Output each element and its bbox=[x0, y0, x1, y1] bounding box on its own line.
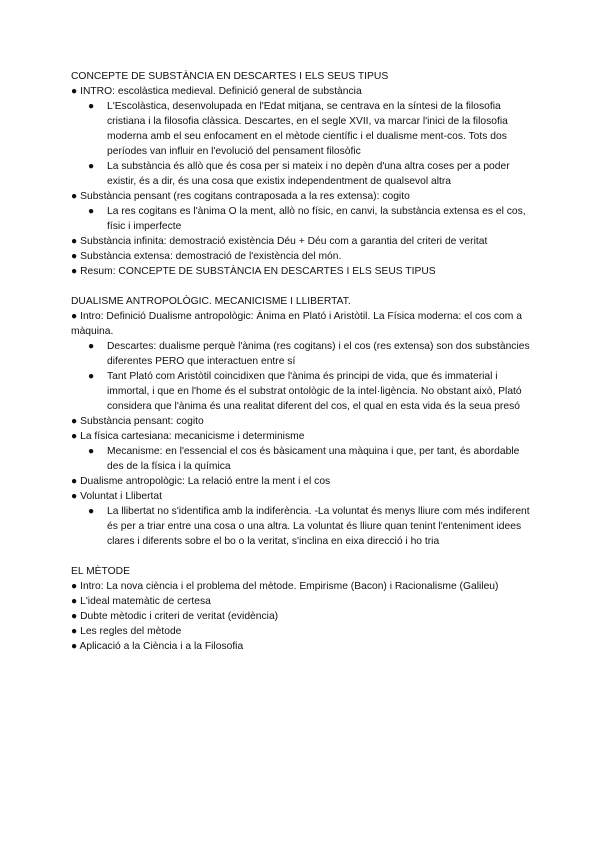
list-item bbox=[71, 489, 533, 504]
sub-list-item bbox=[71, 159, 533, 189]
sub-list-item bbox=[71, 99, 533, 159]
list-item bbox=[71, 639, 533, 654]
bullet-icon: ● bbox=[71, 416, 81, 427]
list-item bbox=[71, 234, 533, 249]
bullet-icon: ● bbox=[71, 596, 81, 607]
section-heading: CONCEPTE DE SUBSTÀNCIA EN DESCARTES I ELS SEUS TIPUS bbox=[71, 71, 389, 82]
sub-list-item-text: Mecanisme: en l'essencial el cos és bàsicament una màquina i que, per tant, és abordable des de la física i la química bbox=[107, 446, 520, 472]
bullet-icon: ● bbox=[71, 611, 81, 622]
sub-list-item bbox=[71, 444, 533, 474]
list-item bbox=[71, 414, 533, 429]
sub-list-item-text: La llibertat no s'identifica amb la indiferència. -La voluntat és menys lliure com més indiferent és per a triar entre una cosa o una altra. La voluntat és lliure quan tenint l'enteniment idees clares i diferents sobre el bo o la veritat, s'inclina en eixa direcció i ho tria bbox=[107, 506, 530, 547]
bullet-icon: ● bbox=[71, 626, 81, 637]
list-item bbox=[71, 264, 533, 279]
bullet-icon: ● bbox=[71, 491, 81, 502]
sub-list-item-text: L'Escolàstica, desenvolupada en l'Edat mitjana, se centrava en la síntesi de la filosofia cristiana i la filosofia clàssica. Descartes, en el segle XVII, va marcar l'inici de la filosofia moderna amb el seu enfocament en el mètode científic i el dualisme ment-cos. Tots dos períodes van influir en l'evolució del pensament filosòfic bbox=[107, 101, 508, 157]
list-item-text: Les regles del mètode bbox=[80, 626, 182, 637]
section-heading: DUALISME ANTROPOLÒGIC. MECANICISME I LLIBERTAT. bbox=[71, 296, 351, 307]
sub-list-item bbox=[71, 204, 533, 234]
sub-list-item bbox=[71, 369, 533, 414]
sub-list-item-text: Tant Plató com Aristòtil coincidixen que l'ànima és principi de vida, que és immaterial i immortal, i que en l'home és el substrat ontològic de la intel·ligència. No obstant això, Plató considera que l'ànima és una realitat diferent del cos, el qual en esta vida és la seua presó bbox=[107, 371, 522, 412]
bullet-icon: ● bbox=[71, 311, 81, 322]
list-item bbox=[71, 594, 533, 609]
list-item-text: Dualisme antropològic: La relació entre la ment i el cos bbox=[80, 476, 331, 487]
list-item-text: Substància pensant: cogito bbox=[80, 416, 204, 427]
list-item-text: Voluntat i Llibertat bbox=[80, 491, 162, 502]
bullet-icon: ● bbox=[71, 191, 81, 202]
bullet-icon: ● bbox=[71, 86, 81, 97]
bullet-icon: ● bbox=[71, 251, 81, 262]
sub-list-item bbox=[71, 504, 533, 549]
sub-list-item-text: La res cogitans es l'ànima O la ment, allò no físic, en canvi, la substància extensa es el cos, físic i imperfecte bbox=[107, 206, 526, 232]
sub-list-item-text: La substància és allò que és cosa per si mateix i no depèn d'una altra coses per a poder existir, és a dir, és una cosa que existix independentment de qualsevol altra bbox=[107, 161, 510, 187]
list-item bbox=[71, 429, 533, 444]
list-item-text: Resum: CONCEPTE DE SUBSTÀNCIA EN DESCARTES I ELS SEUS TIPUS bbox=[80, 266, 436, 277]
bullet-icon: ● bbox=[88, 341, 95, 352]
list-item-text: Substància extensa: demostració de l'existència del món. bbox=[80, 251, 342, 262]
section-spacer bbox=[71, 279, 533, 294]
list-item bbox=[71, 579, 533, 594]
bullet-icon: ● bbox=[88, 101, 95, 112]
bullet-icon: ● bbox=[71, 641, 80, 652]
bullet-icon: ● bbox=[71, 581, 81, 592]
bullet-icon: ● bbox=[88, 446, 95, 457]
list-item bbox=[71, 609, 533, 624]
list-item-text: INTRO: escolàstica medieval. Definició general de substància bbox=[80, 86, 362, 97]
bullet-icon: ● bbox=[88, 506, 95, 517]
list-item bbox=[71, 189, 533, 204]
list-item bbox=[71, 309, 533, 339]
list-item-text: L'ideal matemàtic de certesa bbox=[80, 596, 211, 607]
list-item-text: Dubte mètodic i criteri de veritat (evidència) bbox=[80, 611, 279, 622]
list-item bbox=[71, 84, 533, 99]
bullet-icon: ● bbox=[71, 266, 81, 277]
bullet-icon: ● bbox=[88, 161, 95, 172]
section-spacer bbox=[71, 549, 533, 564]
bullet-icon: ● bbox=[71, 236, 81, 247]
list-item bbox=[71, 474, 533, 489]
list-item bbox=[71, 249, 533, 264]
list-item-text: Aplicació a la Ciència i a la Filosofia bbox=[79, 641, 244, 652]
sub-list-item-text: Descartes: dualisme perquè l'ànima (res cogitans) i el cos (res extensa) son dos substàncies diferentes PERO que interactuen entre sí bbox=[107, 341, 530, 367]
section-heading: EL MÈTODE bbox=[71, 566, 130, 577]
list-item-text: La física cartesiana: mecanicisme i determinisme bbox=[80, 431, 305, 442]
list-item-text: Substància pensant (res cogitans contraposada a la res extensa): cogito bbox=[80, 191, 410, 202]
list-item-text: Intro: Definició Dualisme antropològic: Ànima en Plató i Aristòtil. La Física moderna: el cos com a màquina. bbox=[71, 311, 522, 337]
bullet-icon: ● bbox=[71, 476, 81, 487]
list-item bbox=[71, 624, 533, 639]
list-item-text: Intro: La nova ciència i el problema del mètode. Empirisme (Bacon) i Racionalisme (Galileu) bbox=[80, 581, 499, 592]
document-content bbox=[71, 69, 533, 654]
bullet-icon: ● bbox=[88, 206, 95, 217]
bullet-icon: ● bbox=[88, 371, 95, 382]
bullet-icon: ● bbox=[71, 431, 81, 442]
list-item-text: Substància infinita: demostració existència Déu + Déu com a garantia del criteri de veritat bbox=[80, 236, 488, 247]
sub-list-item bbox=[71, 339, 533, 369]
